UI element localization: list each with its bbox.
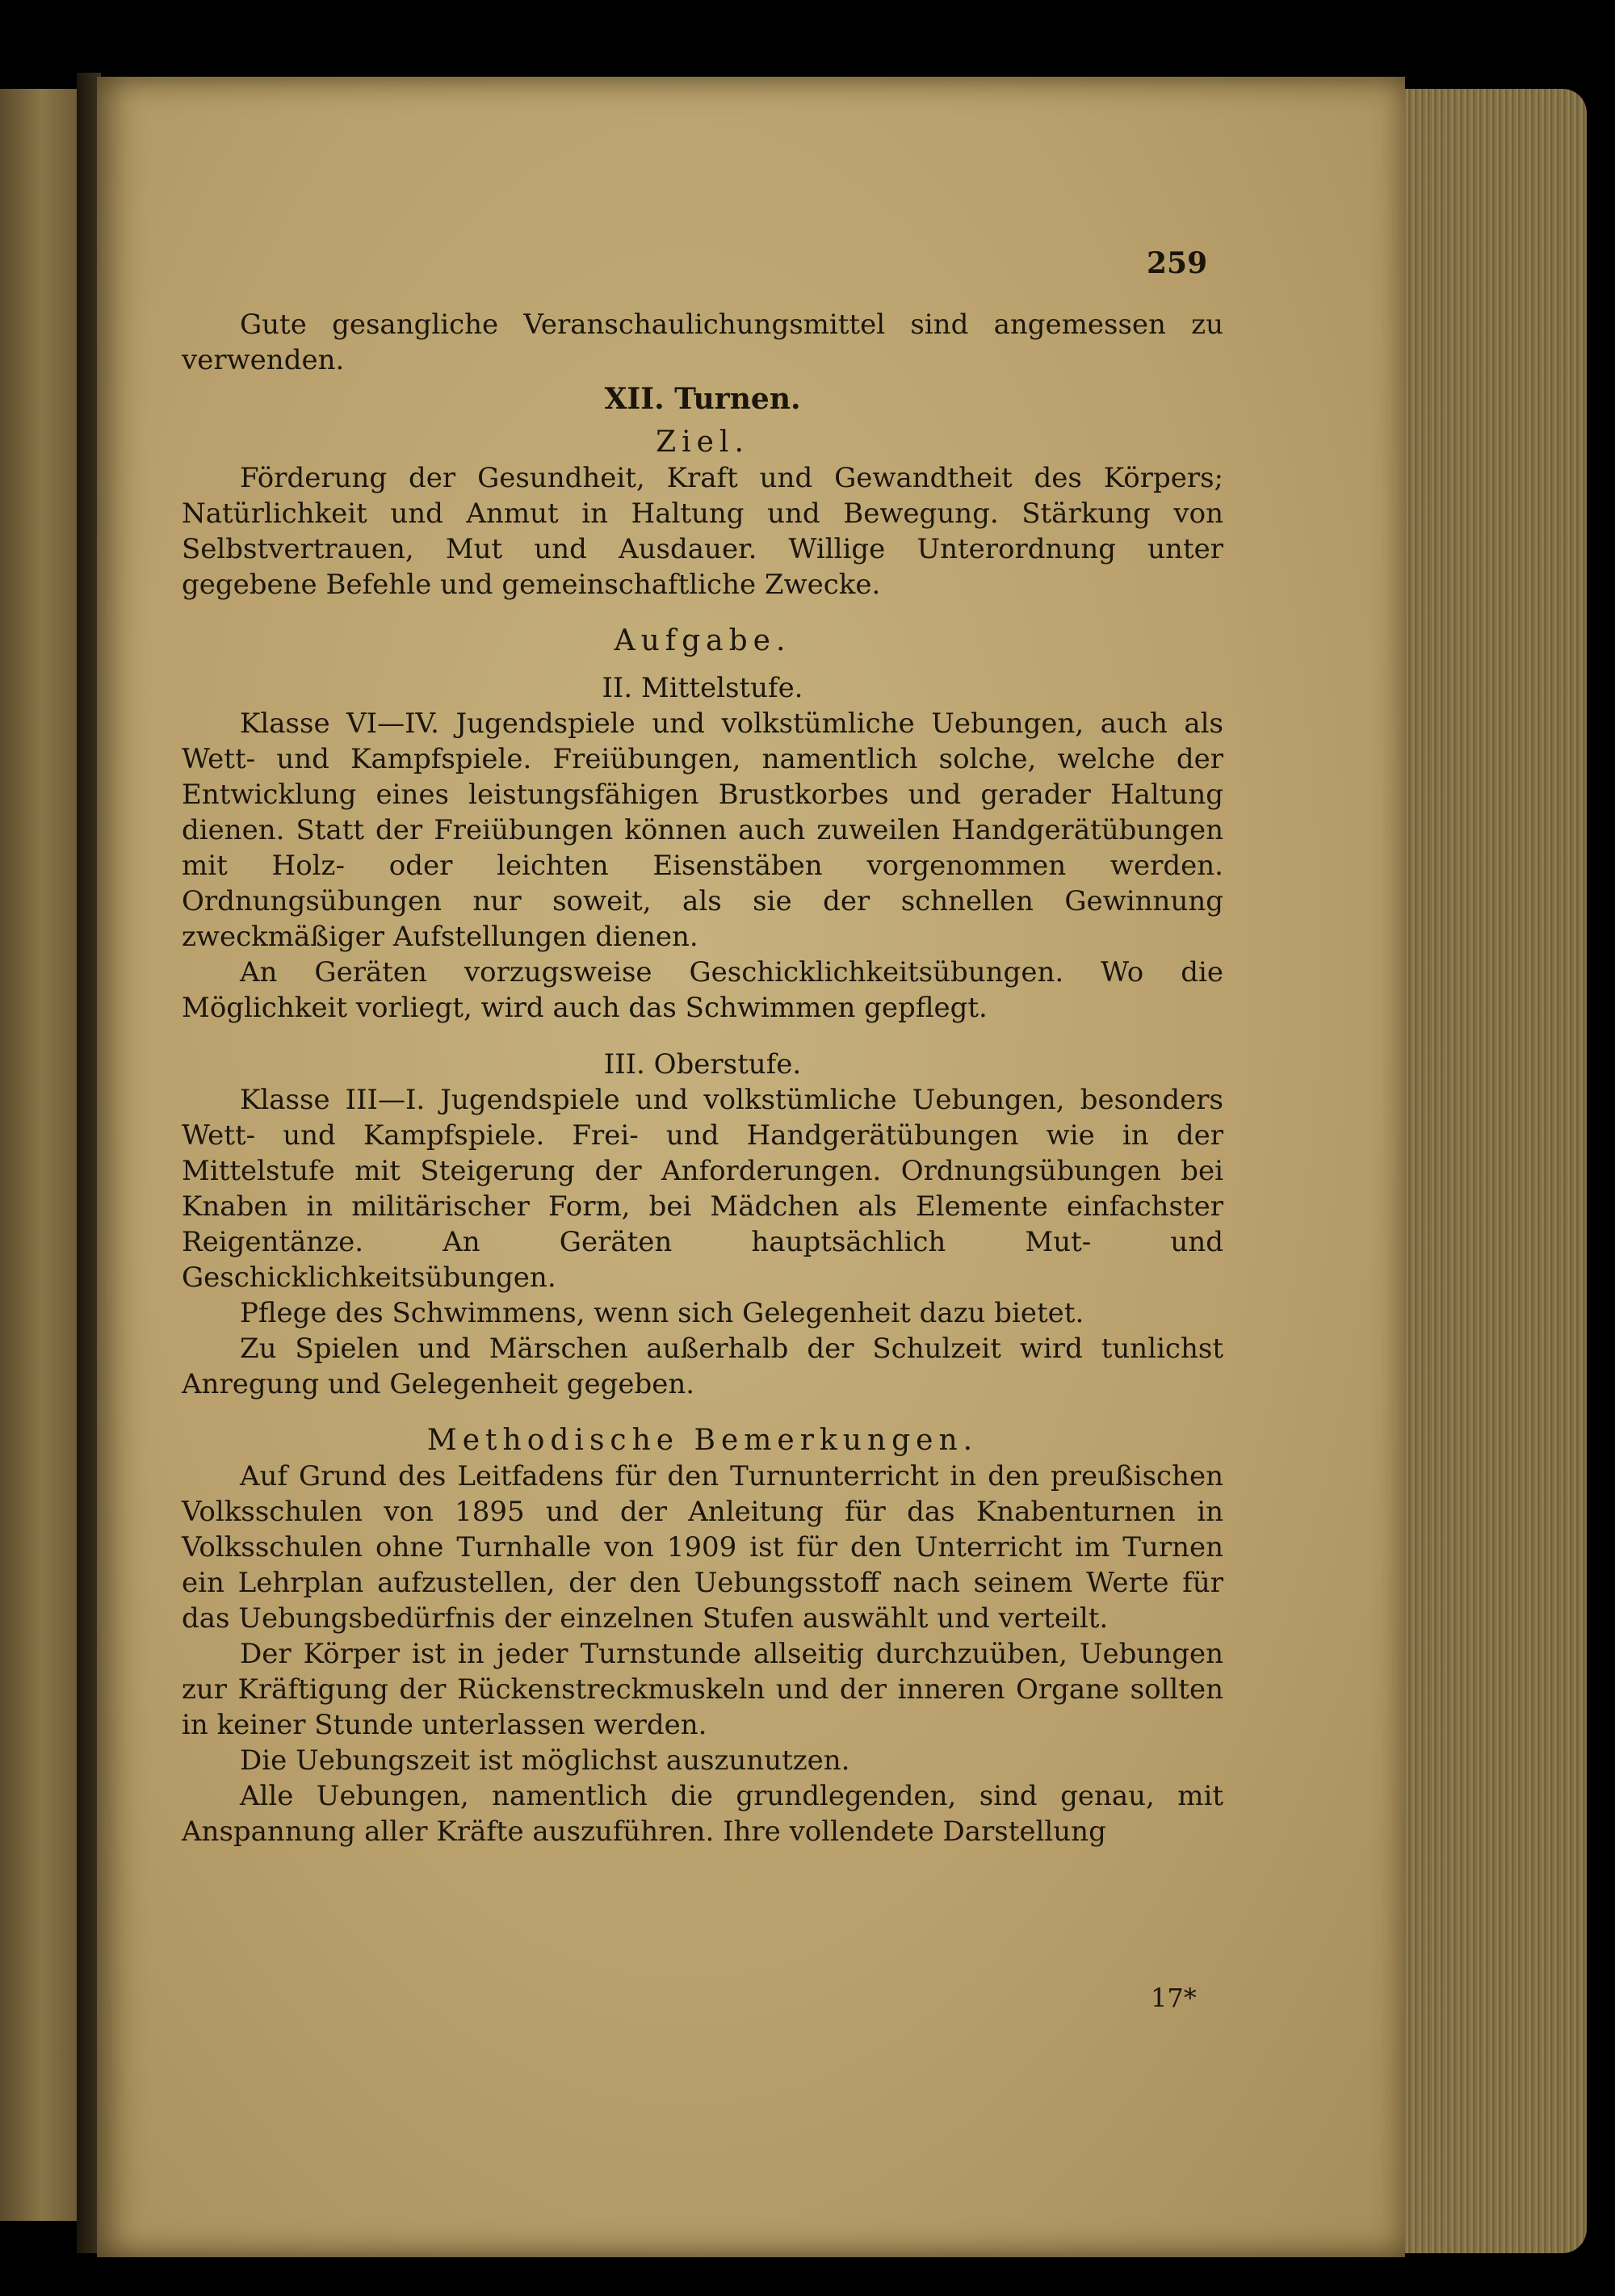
methodische-heading: Methodische Bemerkungen. [426, 1424, 979, 1457]
intro-paragraph: Gute gesangliche Veranschaulichungsmittel sind angemessen zu verwenden. [182, 309, 1223, 376]
ziel-paragraph: Förderung der Gesundheit, Kraft und Gewandtheit des Körpers; Natürlichkeit und Anmut in Haltung und Bewegung. Stärkung von Selbstvertrauen, Mut und Ausdauer. Willige Unterordnung unter gegebene Befehle und gemeinschaftliche Zwecke. [182, 462, 1223, 601]
signature-mark: 17* [1151, 1983, 1197, 2013]
oberstufe-heading: III. Oberstufe. [603, 1048, 802, 1081]
mittelstufe-paragraph-1: Klasse VI—IV. Jugendspiele und volkstümliche Uebungen, auch als Wett- und Kampfspiele. Freiübungen, namentlich solche, welche der Entwicklung eines leistungsfähigen Brustkorbes und gerader Haltung dienen. Statt der Freiübungen können auch zuweilen Handgerätübungen mit Holz- oder leichten Eisenstäben vorgenommen werden. Ordnungsübungen nur soweit, als sie der schnellen Gewinnung zweckmäßiger Aufstellungen dienen. [182, 707, 1223, 953]
section-title: XII. Turnen. [604, 382, 801, 416]
oberstufe-paragraph-3: Zu Spielen und Märschen außerhalb der Schulzeit wird tunlichst Anregung und Gelegenheit gegeben. [182, 1333, 1223, 1400]
oberstufe-paragraph-2: Pflege des Schwimmens, wenn sich Gelegenheit dazu bietet. [240, 1297, 1084, 1329]
oberstufe-paragraph-1: Klasse III—I. Jugendspiele und volkstümliche Uebungen, besonders Wett- und Kampfspiele. Frei- und Handgerätübungen wie in der Mittelstufe mit Steigerung der Anforderungen. Ordnungsübungen bei Knaben in militärischer Form, bei Mädchen als Elemente einfachster Reigentänze. An Geräten hauptsächlich Mut- und Geschicklichkeitsübungen. [182, 1084, 1223, 1294]
previous-page-edge [0, 89, 77, 2221]
ziel-heading: Ziel. [656, 426, 749, 459]
methodische-paragraph-1: Auf Grund des Leitfadens für den Turnunterricht in den preußischen Volksschulen von 1895 und der Anleitung für das Knabenturnen in Volksschulen ohne Turnhalle von 1909 ist für den Unterricht im Turnen ein Lehrplan aufzustellen, der den Uebungsstoff nach seinem Werte für das Uebungsbedürfnis der einzelnen Stufen auswählt und verteilt. [182, 1460, 1223, 1635]
methodische-paragraph-4: Alle Uebungen, namentlich die grundlegenden, sind genau, mit Anspannung aller Kräfte auszuführen. Ihre vollendete Darstellung [182, 1780, 1223, 1848]
page-edges [1405, 89, 1587, 2253]
mittelstufe-paragraph-2: An Geräten vorzugsweise Geschicklichkeitsübungen. Wo die Möglichkeit vorliegt, wird auch das Schwimmen gepflegt. [182, 956, 1223, 1024]
methodische-paragraph-2: Der Körper ist in jeder Turnstunde allseitig durchzuüben, Uebungen zur Kräftigung der Rückenstreckmuskeln und der inneren Organe sollten in keiner Stunde unterlassen werden. [182, 1638, 1223, 1741]
page-text [182, 234, 1223, 1849]
mittelstufe-heading: II. Mittelstufe. [602, 672, 803, 704]
aufgabe-heading: Aufgabe. [614, 624, 791, 657]
page-number: 259 [1147, 246, 1208, 280]
methodische-paragraph-3: Die Uebungszeit ist möglichst auszunutzen. [240, 1744, 850, 1777]
